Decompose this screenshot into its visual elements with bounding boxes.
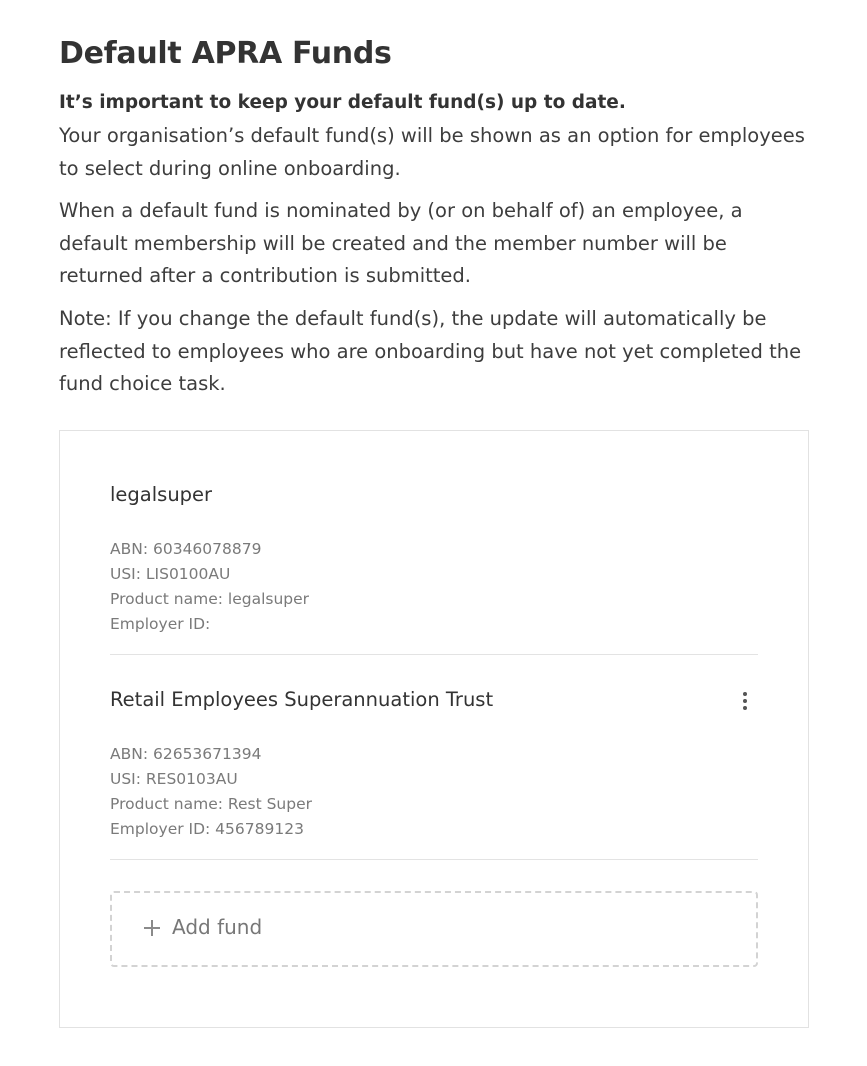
add-fund-label: Add fund (172, 915, 263, 939)
fund-details (110, 537, 309, 637)
fund-employer-id: Employer ID: (110, 615, 211, 633)
more-vertical-icon-dot (743, 706, 747, 710)
more-vertical-icon-dot (743, 699, 747, 703)
fund-details (110, 742, 312, 842)
fund-divider (110, 859, 758, 860)
add-fund-button[interactable] (110, 891, 758, 967)
fund-item-legalsuper (110, 483, 758, 655)
fund-usi: USI: LIS0100AU (110, 565, 231, 583)
plus-icon (144, 920, 160, 936)
fund-name: legalsuper (110, 483, 213, 506)
default-funds-card (59, 430, 809, 1028)
intro-paragraph-onboarding: Your organisation’s default fund(s) will be shown as an option for employees to select during online onboarding. (59, 124, 805, 180)
intro-paragraph-note: Note: If you change the default fund(s), the update will automatically be reflected to employees who are onboarding but have not yet completed the fund choice task. (59, 307, 802, 395)
fund-product-name: Product name: Rest Super (110, 795, 312, 813)
page-title: Default APRA Funds (59, 36, 392, 71)
more-vertical-icon (743, 692, 747, 696)
fund-usi: USI: RES0103AU (110, 770, 238, 788)
fund-abn: ABN: 60346078879 (110, 540, 262, 558)
fund-product-name: Product name: legalsuper (110, 590, 310, 608)
fund-abn: ABN: 62653671394 (110, 745, 262, 763)
intro-heading: It’s important to keep your default fund(s) up to date. (59, 92, 626, 113)
fund-divider (110, 654, 758, 655)
fund-name: Retail Employees Superannuation Trust (110, 688, 494, 711)
fund-item-rest (110, 688, 758, 860)
intro-paragraph-membership: When a default fund is nominated by (or on behalf of) an employee, a default membership will be created and the member number will be returned after a contribution is submitted. (59, 199, 743, 287)
fund-employer-id: Employer ID: 456789123 (110, 820, 304, 838)
fund-more-options-button[interactable] (736, 688, 754, 714)
